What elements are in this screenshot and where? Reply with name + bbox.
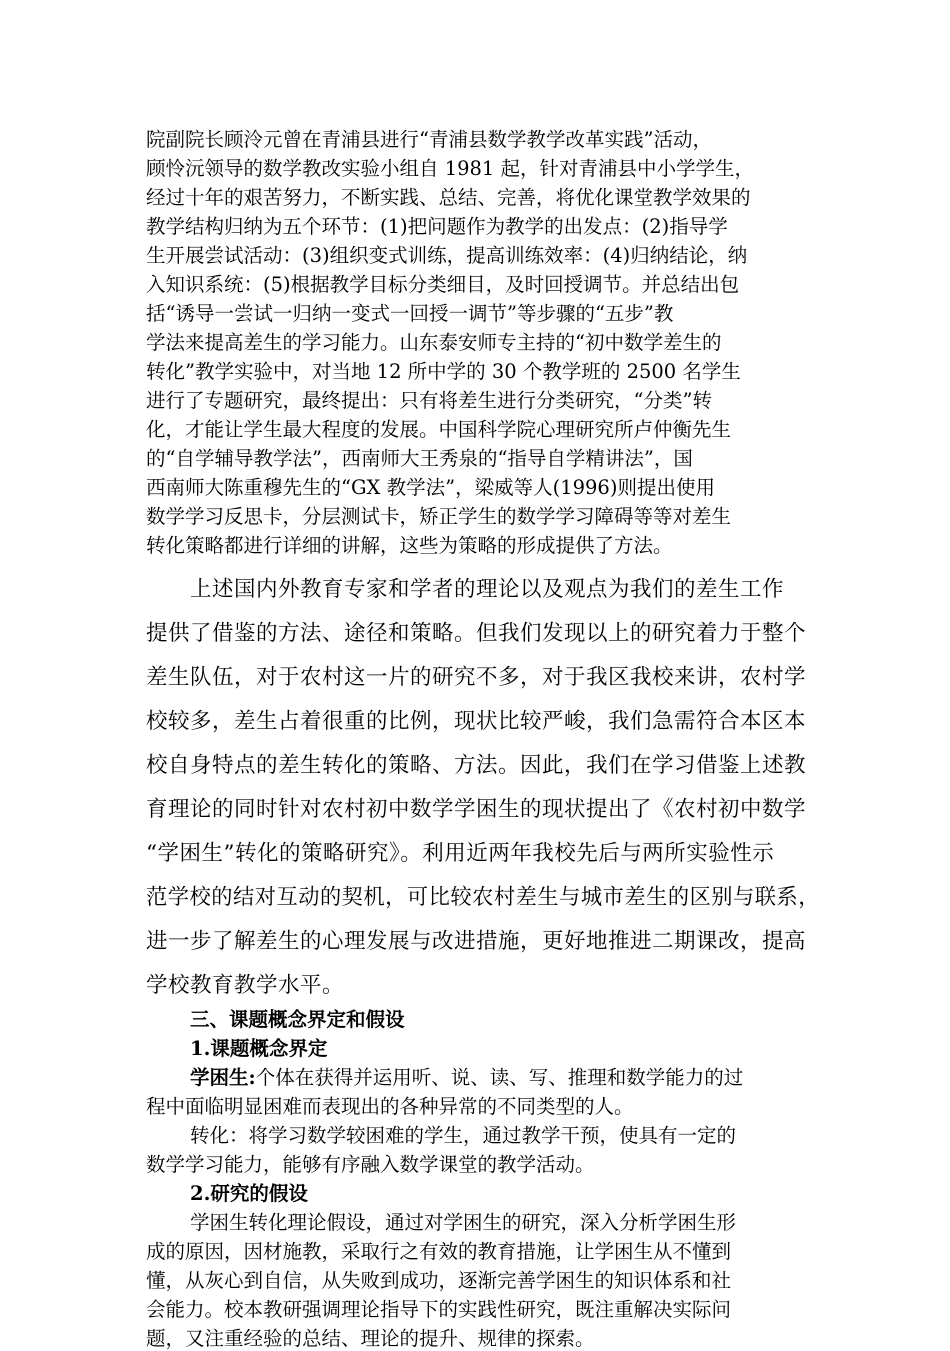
paragraph-2-line: 上述国内外教育专家和学者的理论以及观点为我们的差生工作: [190, 577, 785, 602]
paragraph-1-line: 括“诱导一尝试一归纳一变式一回授一调节”等步骤的“五步”教: [146, 302, 674, 325]
paragraph-1-line: 转化”教学实验中，对当地 12 所中学的 30 个教学班的 2500 名学生: [146, 360, 741, 383]
subsection-heading-hypothesis: 2.研究的假设: [190, 1182, 308, 1205]
paragraph-2-line: 范学校的结对互动的契机，可比较农村差生与城市差生的区别与联系，: [146, 885, 821, 910]
paragraph-2-line: 校自身特点的差生转化的策略、方法。因此，我们在学习借鉴上述教: [146, 753, 807, 778]
section-heading: 三、课题概念界定和假设: [190, 1008, 405, 1031]
paragraph-1-line: 教学结构归纳为五个环节：(1)把问题作为教学的出发点：(2)指导学: [146, 215, 728, 238]
paragraph-1-line: 的“自学辅导教学法”，西南师大王秀泉的“指导自学精讲法”，国: [146, 447, 693, 470]
hypothesis-line: 成的原因，因材施教，采取行之有效的教育措施，让学困生从不懂到: [146, 1240, 732, 1263]
paragraph-1-line: 进行了专题研究，最终提出：只有将差生进行分类研究，“分类”转: [146, 389, 712, 412]
hypothesis-line: 学困生转化理论假设，通过对学困生的研究，深入分析学困生形: [190, 1211, 737, 1234]
subsection-heading-concept: 1.课题概念界定: [190, 1037, 328, 1060]
definition-text: 个体在获得并运用听、说、读、写、推理和数学能力的过: [255, 1066, 744, 1089]
definition-line: [190, 1062, 743, 1090]
paragraph-1-line: 院副院长顾泠元曾在青浦县进行“青浦县数学教学改革实践”活动，: [146, 128, 712, 151]
definition-line: 程中面临明显困难而表现出的各种异常的不同类型的人。: [146, 1095, 634, 1118]
paragraph-1-line: 化，才能让学生最大程度的发展。中国科学院心理研究所卢仲衡先生: [146, 418, 732, 441]
hypothesis-line: 会能力。校本教研强调理论指导下的实践性研究，既注重解决实际问: [146, 1298, 732, 1321]
definition-term: 学困生:: [190, 1066, 256, 1089]
definition-line: 转化：将学习数学较困难的学生，通过教学干预，使具有一定的: [190, 1124, 737, 1147]
paragraph-2-line: 育理论的同时针对农村初中数学学困生的现状提出了《农村初中数学: [146, 797, 807, 822]
paragraph-2-line: 学校教育教学水平。: [146, 973, 345, 998]
paragraph-1-line: 西南师大陈重穆先生的“GX 教学法”，梁威等人(1996)则提出使用: [146, 476, 715, 499]
paragraph-1-line: 生开展尝试活动：(3)组织变式训练，提高训练效率：(4)归纳结论，纳: [146, 244, 748, 267]
paragraph-2-line: 进一步了解差生的心理发展与改进措施，更好地推进二期课改，提高: [146, 929, 807, 954]
paragraph-1-line: 数学学习反思卡，分层测试卡，矫正学生的数学学习障碍等等对差生: [146, 505, 732, 528]
paragraph-2-line: 提供了借鉴的方法、途径和策略。但我们发现以上的研究着力于整个: [146, 621, 807, 646]
hypothesis-line: 题，又注重经验的总结、理论的提升、规律的探索。: [146, 1327, 595, 1350]
paragraph-2-line: “学困生”转化的策略研究》。利用近两年我校先后与两所实验性示: [146, 841, 775, 866]
paragraph-1-line: 顾怜沅领导的数学教改实验小组自 1981 起，针对青浦县中小学学生，: [146, 157, 755, 180]
definition-line: 数学学习能力，能够有序融入数学课堂的教学活动。: [146, 1153, 595, 1176]
paragraph-2-line: 校较多，差生占着很重的比例，现状比较严峻，我们急需符合本区本: [146, 709, 807, 734]
paragraph-1-line: 转化策略都进行详细的讲解，这些为策略的形成提供了方法。: [146, 534, 673, 557]
hypothesis-line: 懂，从灰心到自信，从失败到成功，逐渐完善学困生的知识体系和社: [146, 1269, 732, 1292]
paragraph-1-line: 入知识系统：(5)根据教学目标分类细目，及时回授调节。并总结出包: [146, 273, 740, 296]
paragraph-1-line: 经过十年的艰苦努力，不断实践、总结、完善，将优化课堂教学效果的: [146, 186, 751, 209]
paragraph-1-line: 学法来提高差生的学习能力。山东泰安师专主持的“初中数学差生的: [146, 331, 722, 354]
paragraph-2-line: 差生队伍，对于农村这一片的研究不多，对于我区我校来讲，农村学: [146, 665, 807, 690]
